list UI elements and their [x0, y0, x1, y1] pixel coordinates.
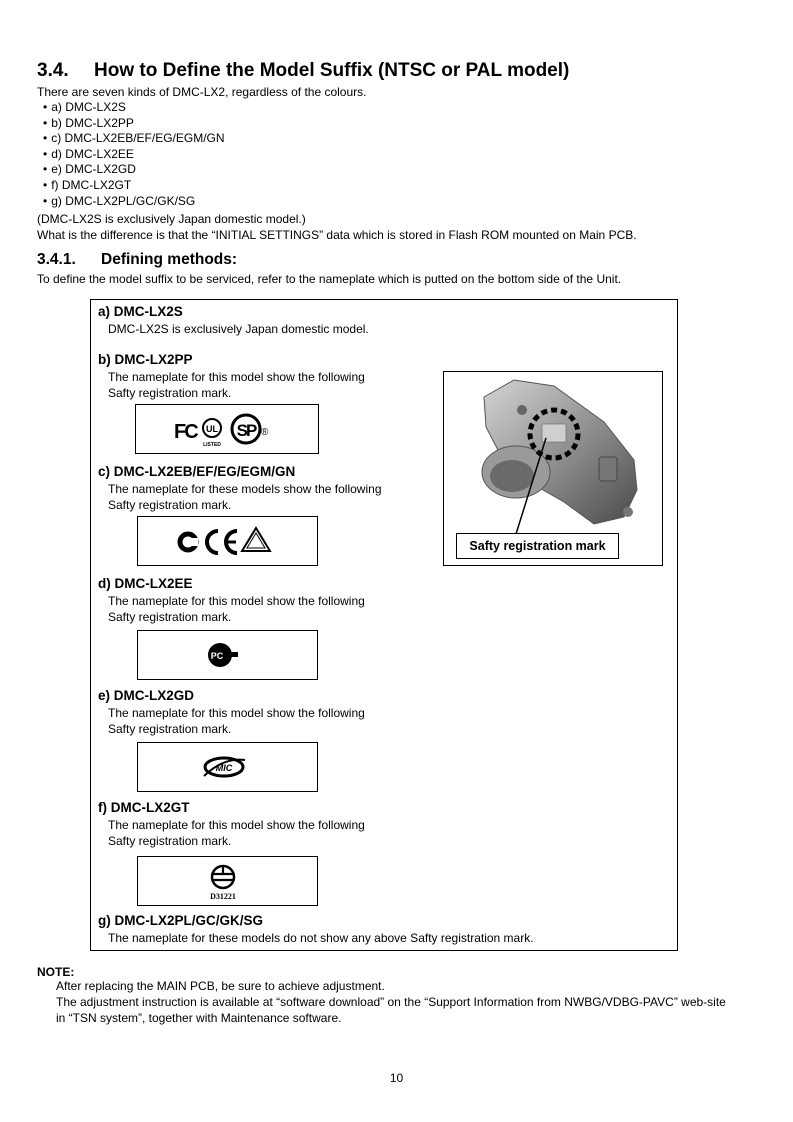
model-e-heading: e) DMC-LX2GD	[98, 688, 195, 703]
subsection-title: Defining methods:	[101, 251, 238, 268]
listed-mark-text: LISTED	[203, 442, 221, 448]
model-d-desc: The nameplate for this model show the following	[108, 594, 365, 608]
model-b-desc2: Safty registration mark.	[108, 386, 232, 400]
subsection-number: 3.4.1.	[37, 251, 76, 268]
mic-mark-icon	[138, 743, 317, 791]
model-f-desc2: Safty registration mark.	[108, 834, 232, 848]
list-item: • b) DMC-LX2PP	[37, 116, 225, 132]
section-title: How to Define the Model Suffix (NTSC or PAL model)	[94, 60, 570, 81]
model-f-heading: f) DMC-LX2GT	[98, 800, 190, 815]
model-b-heading: b) DMC-LX2PP	[98, 352, 193, 367]
model-g-desc: The nameplate for these models do not show any above Safty registration mark.	[108, 931, 534, 945]
bsmi-code: D31221	[210, 892, 236, 901]
bsmi-mark-icon	[138, 857, 317, 905]
model-b-nameplate-box	[135, 404, 319, 454]
list-item: • e) DMC-LX2GD	[37, 162, 225, 178]
model-c-desc2: Safty registration mark.	[108, 498, 232, 512]
model-d-desc2: Safty registration mark.	[108, 610, 232, 624]
model-e-nameplate-box	[137, 742, 318, 792]
model-d-heading: d) DMC-LX2EE	[98, 576, 193, 591]
model-e-desc2: Safty registration mark.	[108, 722, 232, 736]
fc-mark-text: FC	[174, 421, 197, 443]
model-a-desc: DMC-LX2S is exclusively Japan domestic model.	[108, 322, 369, 336]
pct-mark-icon	[138, 631, 317, 679]
list-item: • c) DMC-LX2EB/EF/EG/EGM/GN	[37, 131, 225, 147]
difference-text: What is the difference is that the “INITIAL SETTINGS” data which is stored in Flash ROM mounted on Main PCB.	[37, 228, 637, 242]
mic-mark-text: MIC	[215, 763, 233, 773]
ul-mark-text: UL	[206, 424, 218, 434]
model-b-desc: The nameplate for this model show the following	[108, 370, 365, 384]
section-heading	[37, 60, 569, 82]
subsection-heading	[37, 251, 237, 269]
section-number: 3.4.	[37, 60, 69, 81]
model-f-desc: The nameplate for this model show the following	[108, 818, 365, 832]
fc-ul-csa-marks-icon	[136, 405, 318, 453]
csa-mark-text: SP	[236, 421, 256, 440]
list-item: • d) DMC-LX2EE	[37, 147, 225, 163]
page-number: 10	[389, 1071, 404, 1085]
registered-mark-text: ®	[261, 427, 269, 438]
list-item: • g) DMC-LX2PL/GC/GK/SG	[37, 194, 225, 210]
model-c-heading: c) DMC-LX2EB/EF/EG/EGM/GN	[98, 464, 296, 479]
note-line-1: After replacing the MAIN PCB, be sure to achieve adjustment.	[56, 979, 385, 993]
model-c-nameplate-box	[137, 516, 318, 566]
model-f-nameplate-box	[137, 856, 318, 906]
model-g-heading: g) DMC-LX2PL/GC/GK/SG	[98, 913, 263, 928]
model-d-nameplate-box	[137, 630, 318, 680]
note-heading: NOTE:	[37, 965, 75, 979]
note-line-3: in “TSN system”, together with Maintenance software.	[56, 1011, 342, 1025]
list-item: • f) DMC-LX2GT	[37, 178, 225, 194]
pc-mark-text: PC	[210, 651, 224, 661]
list-item: • a) DMC-LX2S	[37, 100, 225, 116]
section-intro: There are seven kinds of DMC-LX2, regardless of the colours.	[37, 85, 367, 99]
model-e-desc: The nameplate for this model show the following	[108, 706, 365, 720]
domestic-note: (DMC-LX2S is exclusively Japan domestic model.)	[37, 212, 306, 226]
note-line-2: The adjustment instruction is available at “software download” on the “Support Information from NWBG/VDBG-PAVC” web-site	[56, 995, 726, 1009]
c-ce-vde-marks-icon	[138, 517, 317, 565]
model-a-heading: a) DMC-LX2S	[98, 304, 183, 319]
model-c-desc: The nameplate for these models show the following	[108, 482, 382, 496]
safty-registration-callout: Safty registration mark	[456, 533, 619, 559]
subsection-intro: To define the model suffix to be serviced, refer to the nameplate which is putted on the bottom side of the Unit.	[37, 272, 622, 286]
model-list	[37, 100, 225, 209]
